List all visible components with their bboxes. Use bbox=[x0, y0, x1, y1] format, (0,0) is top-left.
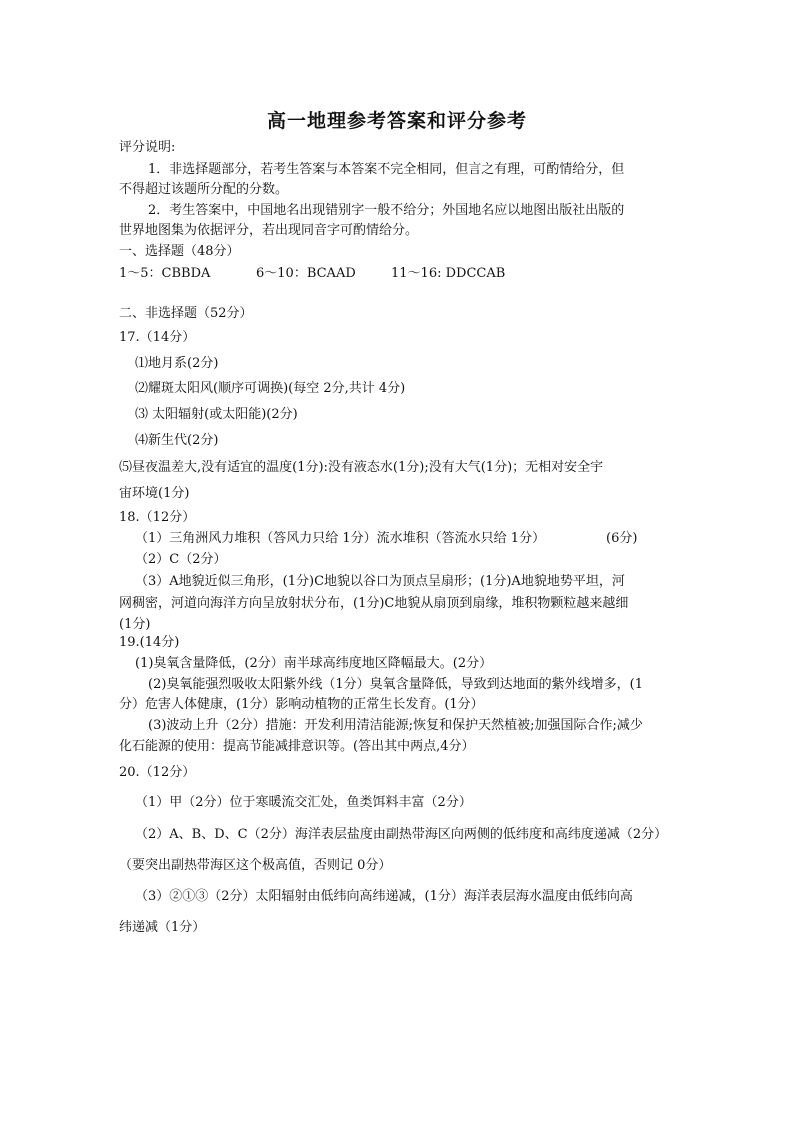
q17-answer-2: ⑵耀斑太阳风(顺序可调换)(每空 2分,共计 4分) bbox=[135, 381, 406, 396]
mcq-answers-6-10: 6～10：BCAAD bbox=[256, 266, 356, 281]
q17-answer-4: ⑷新生代(2分) bbox=[135, 433, 219, 448]
note-2-line-2: 世界地图集为依据评分，若出现同音字可酌情给分。 bbox=[119, 223, 419, 238]
q20-answer-1: （1）甲（2分）位于寒暖流交汇处，鱼类饵料丰富（2分） bbox=[135, 795, 472, 810]
section-1-heading: 一、选择题（48分） bbox=[119, 244, 240, 259]
q18-answer-1-score: (6分) bbox=[606, 531, 638, 546]
q17-answer-1: ⑴地月系(2分) bbox=[135, 356, 219, 371]
q19-answer-1: (1)臭氧含量降低，(2分）南半球高纬度地区降幅最大。(2分） bbox=[135, 656, 493, 671]
q19-answer-3-line-1: (3)波动上升（2分）措施：开发利用清洁能源;恢复和保护天然植被;加强国际合作;减少 bbox=[148, 718, 643, 733]
q17-answer-5-line-2: 宙环境(1分) bbox=[119, 486, 190, 501]
q18-answer-1: （1）三角洲风力堆积（答风力只给 1分）流水堆积（答流水只给 1分） bbox=[135, 531, 546, 546]
q20-answer-2-line-1: （2）A、B、D、C（2分）海洋表层盐度由副热带海区向两侧的低纬度和高纬度递减（2分） bbox=[135, 827, 668, 842]
q20-answer-3-line-1: （3）②①③（2分）太阳辐射由低纬向高纬递减，(1分）海洋表层海水温度由低纬向高 bbox=[135, 889, 633, 904]
mcq-answers-1-5: 1～5：CBBDA bbox=[119, 266, 211, 281]
q19-answer-2-line-2: 分）危害人体健康，(1分）影响动植物的正常生长发育。(1分） bbox=[119, 697, 484, 712]
q17-answer-3: ⑶ 太阳辐射(或太阳能)(2分) bbox=[135, 407, 298, 422]
note-1-line-2: 不得超过该题所分配的分数。 bbox=[119, 182, 289, 197]
q18-answer-2: （2）C（2分） bbox=[135, 552, 227, 567]
q17-heading: 17.（14分） bbox=[119, 330, 196, 345]
q20-answer-2-line-2: （要突出副热带海区这个极高值，否则记 0分） bbox=[119, 858, 392, 873]
notes-heading: 评分说明: bbox=[119, 140, 176, 155]
q19-answer-2-line-1: (2)臭氧能强烈吸收太阳紫外线（1分）臭氧含量降低，导致到达地面的紫外线增多，(1 bbox=[148, 677, 644, 692]
q17-answer-5-line-1: ⑸昼夜温差大,没有适宜的温度(1分):没有液态水(1分);没有大气(1分)；无相对安全宇 bbox=[119, 460, 604, 475]
q18-answer-3-line-2: 网稠密，河道向海洋方向呈放射状分布，(1分)C地貌从扇顶到扇缘，堆积物颗粒越来越细 bbox=[119, 596, 629, 611]
section-2-heading: 二、非选择题（52分） bbox=[119, 306, 253, 321]
note-2-line-1: 2．考生答案中，中国地名出现错别字一般不给分；外国地名应以地图出版社出版的 bbox=[148, 203, 625, 218]
q20-answer-3-line-2: 纬递减（1分） bbox=[119, 920, 206, 935]
note-1-line-1: 1．非选择题部分，若考生答案与本答案不完全相同，但言之有理，可酌情给分，但 bbox=[148, 162, 625, 177]
q18-heading: 18.（12分） bbox=[119, 510, 196, 525]
page-title: 高一地理参考答案和评分参考 bbox=[266, 110, 527, 132]
q18-answer-3-line-3: (1分) bbox=[119, 617, 151, 632]
q20-heading: 20.（12分） bbox=[119, 765, 196, 780]
q19-heading: 19.(14分) bbox=[119, 635, 180, 650]
mcq-answers-11-16: 11～16: DDCCAB bbox=[391, 266, 506, 281]
q18-answer-3-line-1: （3）A地貌近似三角形，(1分)C地貌以谷口为顶点呈扇形；(1分)A地貌地势平坦，河 bbox=[135, 574, 625, 589]
q19-answer-3-line-2: 化石能源的使用：提高节能减排意识等。(答出其中两点,4分） bbox=[119, 739, 475, 754]
